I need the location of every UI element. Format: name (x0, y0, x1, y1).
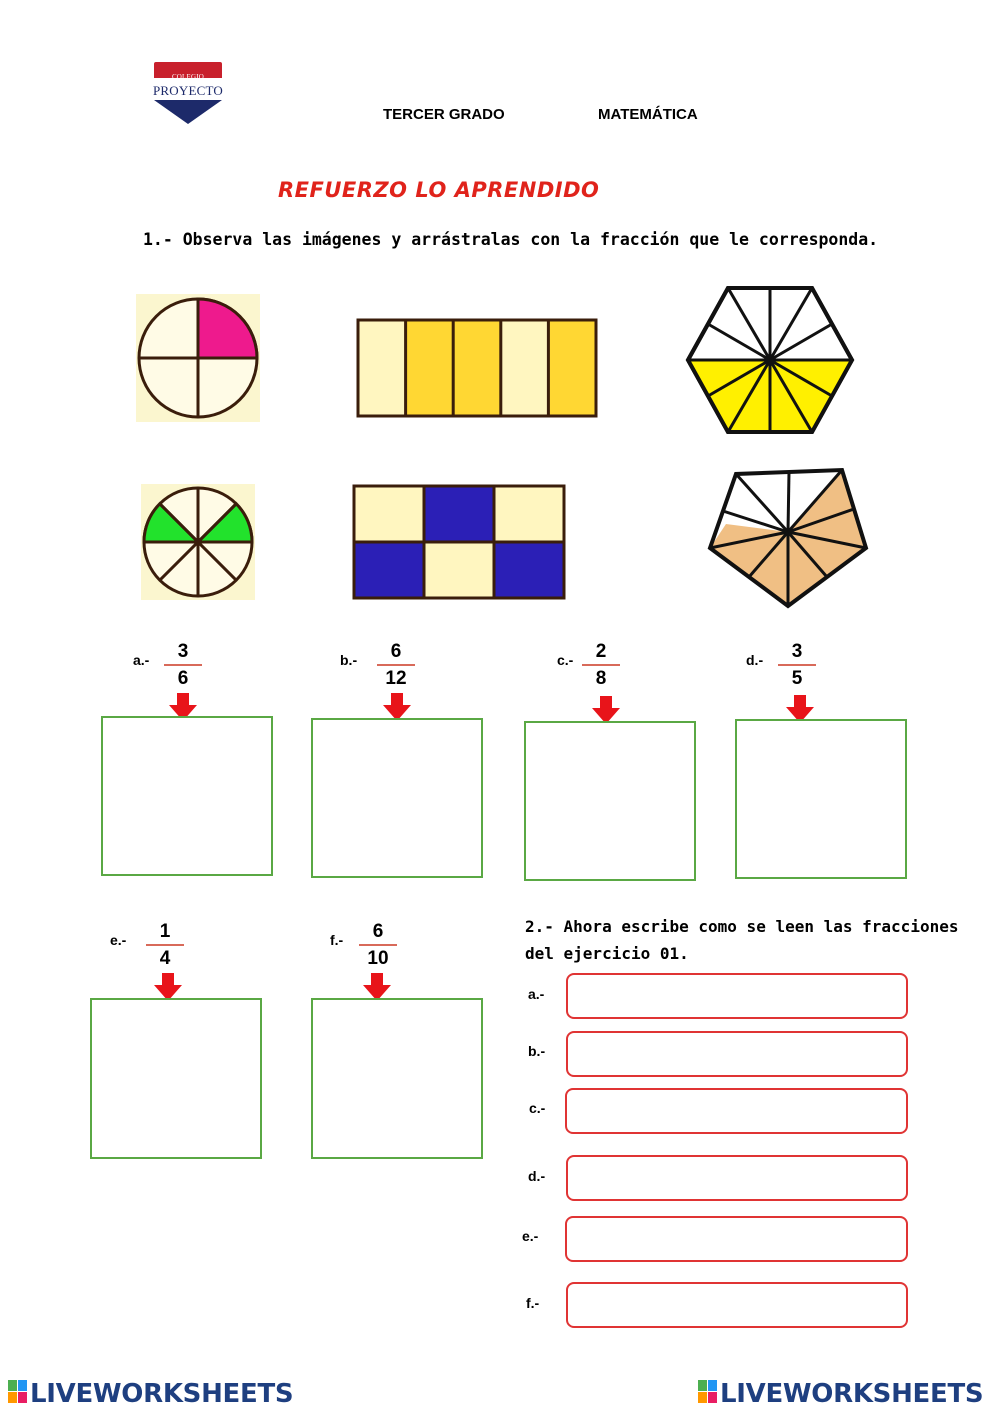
drop-box-f[interactable] (311, 998, 483, 1159)
fraction-label-a: a.- (133, 652, 150, 668)
draggable-circle-eighths[interactable] (141, 484, 255, 600)
answer-input-c[interactable] (565, 1088, 908, 1134)
answer-label-c: c.- (529, 1100, 546, 1116)
answer-label-a: a.- (528, 986, 545, 1002)
pentagon-tenths-image (706, 466, 870, 610)
answer-input-e[interactable] (565, 1216, 908, 1262)
answer-label-f: f.- (526, 1295, 540, 1311)
fraction-d (774, 640, 820, 690)
logo-main-text: PROYECTO (153, 83, 223, 98)
liveworksheets-brand-left (8, 1379, 293, 1409)
logo-small-text: COLEGIO (171, 73, 205, 81)
answer-input-b[interactable] (566, 1031, 908, 1077)
grade-heading: TERCER GRADO (383, 106, 505, 123)
fraction-b-denominator: 12 (385, 668, 407, 689)
page-title: REFUERZO LO APRENDIDO (278, 178, 600, 202)
answer-input-f[interactable] (566, 1282, 908, 1328)
fraction-f-numerator: 6 (372, 921, 384, 942)
answer-label-e: e.- (522, 1228, 539, 1244)
draggable-circle-quarters[interactable] (136, 294, 260, 422)
fraction-d-denominator: 5 (791, 668, 803, 689)
drop-box-c[interactable] (524, 721, 696, 881)
rectangle-fifths-image (356, 318, 598, 418)
hexagon-twelfths-image (684, 284, 856, 440)
draggable-rectangle-fifths[interactable] (356, 318, 598, 418)
subject-heading: MATEMÁTICA (598, 106, 698, 123)
fraction-e-numerator: 1 (159, 921, 171, 942)
draggable-rectangle-sixths[interactable] (352, 484, 566, 600)
fraction-b (373, 640, 419, 690)
fraction-label-d: d.- (746, 652, 764, 668)
liveworksheets-logo-icon (698, 1380, 718, 1404)
fraction-f-denominator: 10 (367, 948, 389, 969)
drop-box-d[interactable] (735, 719, 907, 879)
drop-box-e[interactable] (90, 998, 262, 1159)
exercise1-instruction: 1.- Observa las imágenes y arrástralas con la fracción que le corresponda. (143, 230, 879, 249)
school-logo (138, 58, 238, 126)
draggable-hexagon-twelfths[interactable] (684, 284, 856, 440)
circle-quarters-image (136, 294, 260, 422)
drop-box-a[interactable] (101, 716, 273, 876)
fraction-d-numerator: 3 (791, 641, 803, 662)
rectangle-sixths-image (352, 484, 566, 600)
exercise2-instruction-line1: 2.- Ahora escribe como se leen las fracciones (525, 917, 959, 936)
fraction-label-b: b.- (340, 652, 358, 668)
liveworksheets-brand-right (698, 1379, 983, 1409)
fraction-label-c: c.- (557, 652, 574, 668)
fraction-a-numerator: 3 (177, 641, 189, 662)
fraction-b-numerator: 6 (390, 641, 402, 662)
fraction-f (355, 920, 401, 970)
fraction-c (578, 640, 624, 690)
exercise2-instruction-line2: del ejercicio 01. (525, 944, 689, 963)
answer-label-b: b.- (528, 1043, 546, 1059)
liveworksheets-brand-left-text: LIVEWORKSHEETS (30, 1379, 294, 1409)
fraction-e (142, 920, 188, 970)
answer-input-a[interactable] (566, 973, 908, 1019)
fraction-label-e: e.- (110, 932, 127, 948)
fraction-c-numerator: 2 (595, 641, 607, 662)
answer-label-d: d.- (528, 1168, 546, 1184)
liveworksheets-logo-icon (8, 1380, 28, 1404)
drop-box-b[interactable] (311, 718, 483, 878)
circle-eighths-image (141, 484, 255, 600)
draggable-pentagon-tenths[interactable] (706, 466, 870, 610)
answer-input-d[interactable] (566, 1155, 908, 1201)
fraction-c-denominator: 8 (595, 668, 607, 689)
fraction-e-denominator: 4 (159, 948, 171, 969)
liveworksheets-brand-right-text: LIVEWORKSHEETS (720, 1379, 984, 1409)
fraction-label-f: f.- (330, 932, 344, 948)
fraction-a-denominator: 6 (177, 668, 189, 689)
fraction-a (160, 640, 206, 690)
